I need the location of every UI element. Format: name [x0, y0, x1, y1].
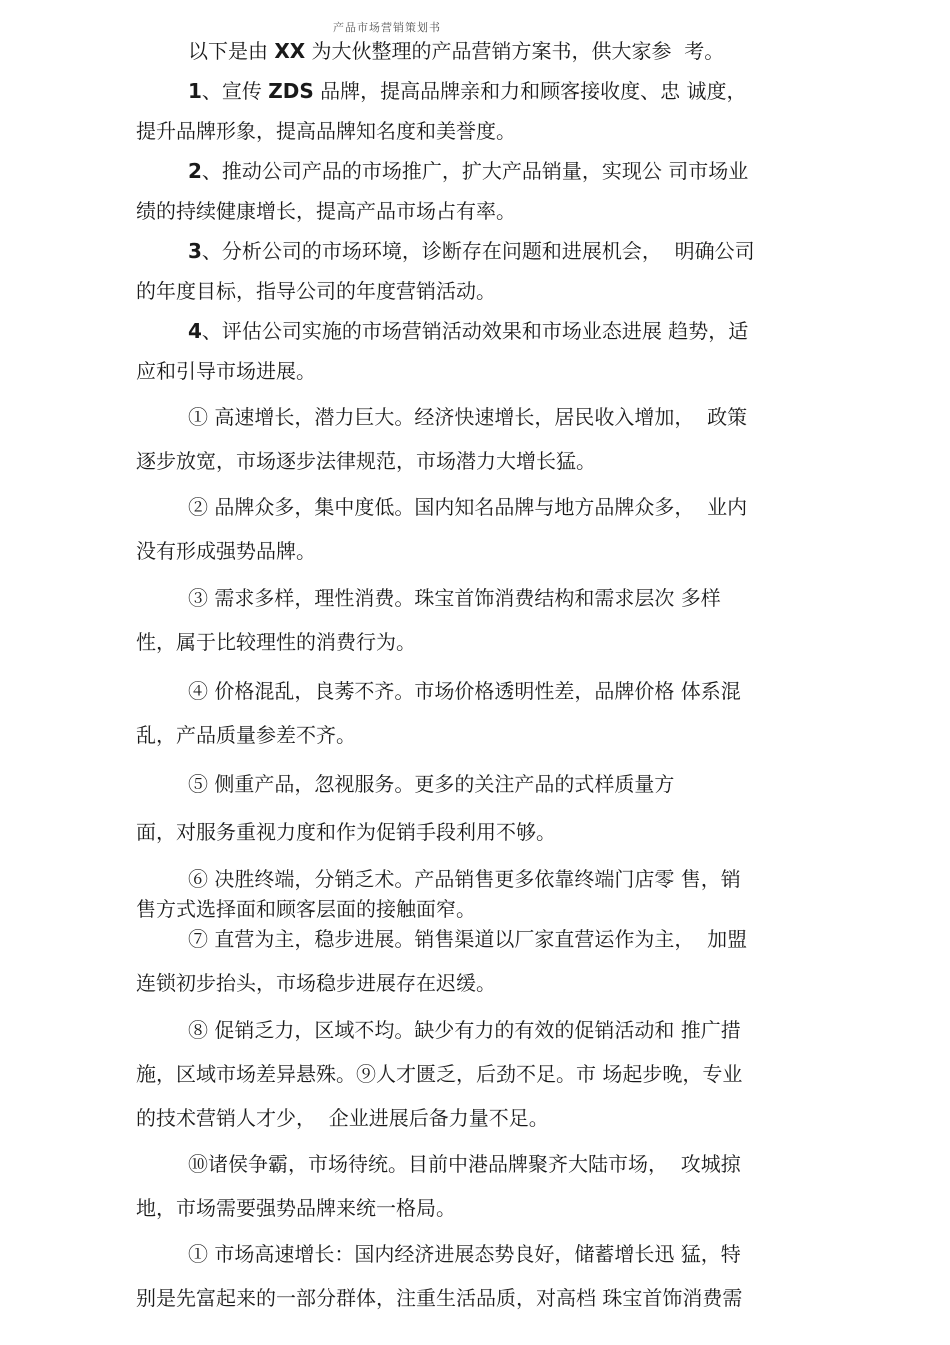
text-line: 1、宣传 ZDS 品牌，提高品牌亲和力和顾客接收度、忠 诚度，: [188, 79, 747, 103]
text-line: 施，区域市场差异悬殊。⑨人才匮乏，后劲不足。市 场起步晚，专业: [136, 1062, 743, 1086]
text-line: 逐步放宽，市场逐步法律规范，市场潜力大增长猛。: [136, 449, 596, 473]
text-line: 应和引导市场进展。: [136, 359, 316, 383]
paragraph-point-3: [136, 578, 808, 662]
text-line: 的技术营销人才少， 企业进展后备力量不足。: [136, 1106, 549, 1130]
text-line: 3、分析公司的市场环境，诊断存在问题和进展机会， 明确公司: [188, 239, 755, 263]
text-line: ⑤ 侧重产品，忽视服务。更多的关注产品的式样质量方: [188, 772, 675, 796]
text-line: ⑥ 决胜终端，分销乏术。产品销售更多依靠终端门店零 售，销: [188, 867, 741, 891]
paragraph-goal-2: [136, 151, 808, 231]
paragraph-point-5: [136, 764, 808, 852]
paragraph-point-7: [136, 919, 808, 1003]
text-line: 4、评估公司实施的市场营销活动效果和市场业态进展 趋势，适: [188, 319, 749, 343]
text-line: 提升品牌形象，提高品牌知名度和美誉度。: [136, 119, 516, 143]
text-line: 2、推动公司产品的市场推广，扩大产品销量，实现公 司市场业: [188, 159, 749, 183]
paragraph-goal-3: [136, 231, 808, 311]
text-line: ① 市场高速增长：国内经济进展态势良好，储蓄增长迅 猛，特: [188, 1242, 741, 1266]
text-line: 绩的持续健康增长，提高产品市场占有率。: [136, 199, 516, 223]
text-line: 面，对服务重视力度和作为促销手段利用不够。: [136, 820, 556, 844]
paragraph-point-1: [136, 397, 808, 481]
text-line: 的年度目标，指导公司的年度营销活动。: [136, 279, 496, 303]
paragraph-goal-1: [136, 71, 808, 151]
text-line: 性，属于比较理性的消费行为。: [136, 630, 416, 654]
text-line: 连锁初步抬头，市场稳步进展存在迟缓。: [136, 971, 496, 995]
paragraph-market-1: [136, 1234, 808, 1318]
text-line: ① 高速增长，潜力巨大。经济快速增长，居民收入增加， 政策: [188, 405, 748, 429]
text-line: ⑦ 直营为主，稳步进展。销售渠道以厂家直营运作为主， 加盟: [188, 927, 748, 951]
paragraph-point-2: [136, 487, 808, 571]
text-line: 以下是由 XX 为大伙整理的产品营销方案书，供大家参 考。: [188, 39, 725, 63]
paragraph-point-8: [136, 1010, 808, 1138]
text-line: ④ 价格混乱，良莠不齐。市场价格透明性差，品牌价格 体系混: [188, 679, 741, 703]
text-line: 售方式选择面和顾客层面的接触面窄。: [136, 897, 476, 921]
text-line: ⑧ 促销乏力，区域不均。缺少有力的有效的促销活动和 推广措: [188, 1018, 741, 1042]
text-line: 别是先富起来的一部分群体，注重生活品质，对高档 珠宝首饰消费需: [136, 1286, 743, 1310]
text-line: ⑩诸侯争霸，市场待统。目前中港品牌聚齐大陆市场， 攻城掠: [188, 1152, 741, 1176]
text-line: 地，市场需要强势品牌来统一格局。: [136, 1196, 456, 1220]
paragraph-point-4: [136, 671, 808, 755]
paragraph-point-10: [136, 1144, 808, 1228]
paragraph-point-6: [136, 864, 808, 924]
text-line: ③ 需求多样，理性消费。珠宝首饰消费结构和需求层次 多样: [188, 586, 721, 610]
paragraph-goal-4: [136, 311, 808, 391]
text-line: 没有形成强势品牌。: [136, 539, 316, 563]
paragraph-intro: [136, 31, 808, 71]
text-line: 乱，产品质量参差不齐。: [136, 723, 356, 747]
text-line: ② 品牌众多，集中度低。国内知名品牌与地方品牌众多， 业内: [188, 495, 748, 519]
page-header: 产品市场营销策划书: [333, 21, 441, 34]
